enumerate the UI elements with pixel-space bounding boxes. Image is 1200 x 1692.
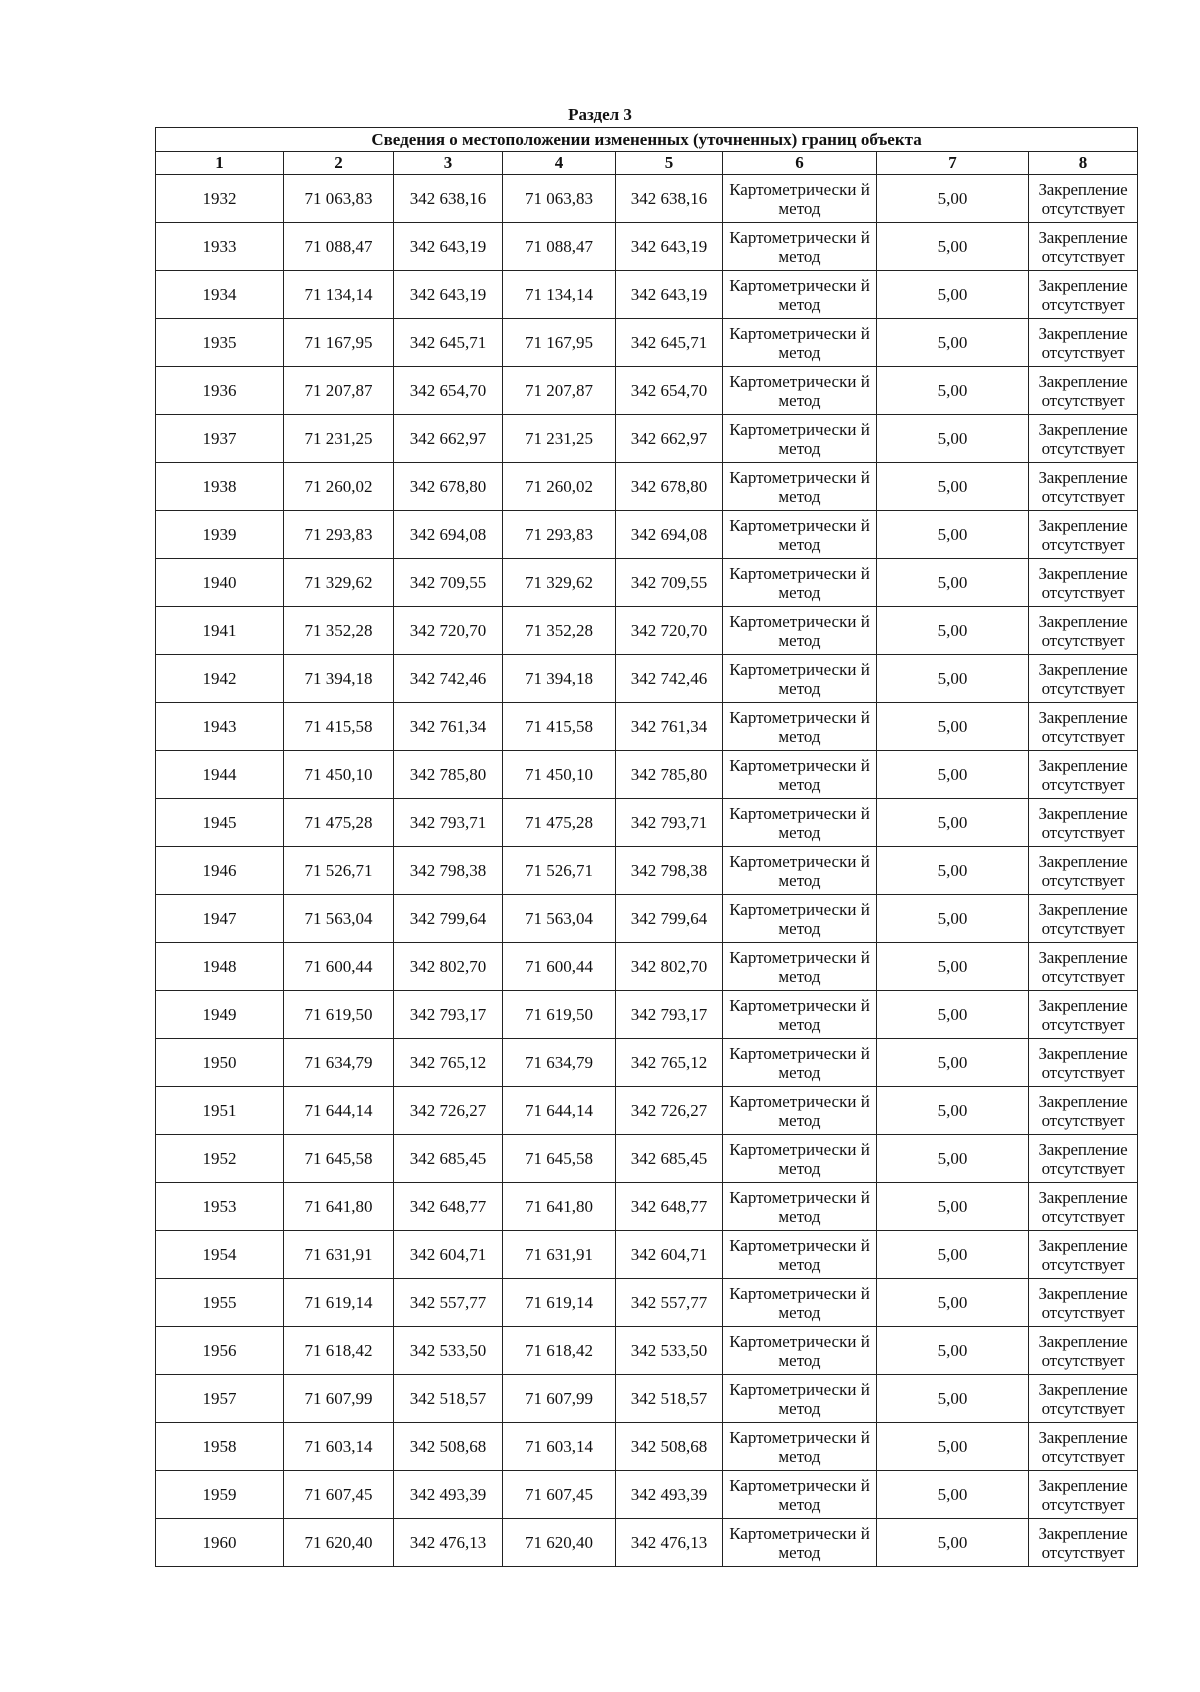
y-existing-cell: 342 799,64 <box>394 895 503 943</box>
y-existing-cell: 342 645,71 <box>394 319 503 367</box>
point-number-cell: 1941 <box>156 607 284 655</box>
y-existing-cell: 342 654,70 <box>394 367 503 415</box>
x-existing-cell: 71 563,04 <box>284 895 394 943</box>
y-existing-cell: 342 709,55 <box>394 559 503 607</box>
x-refined-cell: 71 134,14 <box>503 271 616 319</box>
table-row <box>156 895 1138 943</box>
y-refined-cell: 342 761,34 <box>616 703 723 751</box>
fixation-cell: Закрепление отсутствует <box>1029 415 1138 463</box>
accuracy-cell: 5,00 <box>877 1039 1029 1087</box>
x-existing-cell: 71 645,58 <box>284 1135 394 1183</box>
x-existing-cell: 71 641,80 <box>284 1183 394 1231</box>
x-existing-cell: 71 293,83 <box>284 511 394 559</box>
accuracy-cell: 5,00 <box>877 1327 1029 1375</box>
table-row <box>156 847 1138 895</box>
x-existing-cell: 71 619,14 <box>284 1279 394 1327</box>
point-number-cell: 1950 <box>156 1039 284 1087</box>
point-number-cell: 1947 <box>156 895 284 943</box>
fixation-cell: Закрепление отсутствует <box>1029 751 1138 799</box>
point-number-cell: 1956 <box>156 1327 284 1375</box>
point-number-cell: 1935 <box>156 319 284 367</box>
fixation-cell: Закрепление отсутствует <box>1029 895 1138 943</box>
table-row <box>156 1327 1138 1375</box>
table-row <box>156 1135 1138 1183</box>
method-cell: Картометрически й метод <box>723 1375 877 1423</box>
point-number-cell: 1954 <box>156 1231 284 1279</box>
accuracy-cell: 5,00 <box>877 415 1029 463</box>
y-existing-cell: 342 518,57 <box>394 1375 503 1423</box>
fixation-cell: Закрепление отсутствует <box>1029 655 1138 703</box>
y-refined-cell: 342 638,16 <box>616 175 723 223</box>
point-number-cell: 1940 <box>156 559 284 607</box>
column-number: 6 <box>723 152 877 175</box>
method-cell: Картометрически й метод <box>723 1279 877 1327</box>
x-existing-cell: 71 607,99 <box>284 1375 394 1423</box>
method-cell: Картометрически й метод <box>723 607 877 655</box>
y-existing-cell: 342 476,13 <box>394 1519 503 1567</box>
column-number: 2 <box>284 152 394 175</box>
x-existing-cell: 71 620,40 <box>284 1519 394 1567</box>
fixation-cell: Закрепление отсутствует <box>1029 271 1138 319</box>
x-existing-cell: 71 634,79 <box>284 1039 394 1087</box>
accuracy-cell: 5,00 <box>877 1183 1029 1231</box>
accuracy-cell: 5,00 <box>877 1087 1029 1135</box>
x-refined-cell: 71 618,42 <box>503 1327 616 1375</box>
fixation-cell: Закрепление отсутствует <box>1029 1279 1138 1327</box>
point-number-cell: 1949 <box>156 991 284 1039</box>
y-refined-cell: 342 645,71 <box>616 319 723 367</box>
accuracy-cell: 5,00 <box>877 223 1029 271</box>
method-cell: Картометрически й метод <box>723 751 877 799</box>
x-refined-cell: 71 231,25 <box>503 415 616 463</box>
y-refined-cell: 342 799,64 <box>616 895 723 943</box>
method-cell: Картометрически й метод <box>723 895 877 943</box>
fixation-cell: Закрепление отсутствует <box>1029 943 1138 991</box>
accuracy-cell: 5,00 <box>877 319 1029 367</box>
y-refined-cell: 342 533,50 <box>616 1327 723 1375</box>
x-refined-cell: 71 167,95 <box>503 319 616 367</box>
x-existing-cell: 71 260,02 <box>284 463 394 511</box>
y-existing-cell: 342 604,71 <box>394 1231 503 1279</box>
y-existing-cell: 342 765,12 <box>394 1039 503 1087</box>
table-row <box>156 367 1138 415</box>
y-refined-cell: 342 654,70 <box>616 367 723 415</box>
column-number: 5 <box>616 152 723 175</box>
fixation-cell: Закрепление отсутствует <box>1029 463 1138 511</box>
fixation-cell: Закрепление отсутствует <box>1029 559 1138 607</box>
point-number-cell: 1937 <box>156 415 284 463</box>
fixation-cell: Закрепление отсутствует <box>1029 607 1138 655</box>
table-row <box>156 415 1138 463</box>
x-refined-cell: 71 352,28 <box>503 607 616 655</box>
x-existing-cell: 71 207,87 <box>284 367 394 415</box>
fixation-cell: Закрепление отсутствует <box>1029 1231 1138 1279</box>
accuracy-cell: 5,00 <box>877 1375 1029 1423</box>
x-refined-cell: 71 603,14 <box>503 1423 616 1471</box>
fixation-cell: Закрепление отсутствует <box>1029 511 1138 559</box>
accuracy-cell: 5,00 <box>877 1135 1029 1183</box>
method-cell: Картометрически й метод <box>723 991 877 1039</box>
table-row <box>156 607 1138 655</box>
fixation-cell: Закрепление отсутствует <box>1029 175 1138 223</box>
point-number-cell: 1943 <box>156 703 284 751</box>
fixation-cell: Закрепление отсутствует <box>1029 1519 1138 1567</box>
point-number-cell: 1942 <box>156 655 284 703</box>
x-refined-cell: 71 394,18 <box>503 655 616 703</box>
table-caption: Сведения о местоположении измененных (уточненных) границ объекта <box>156 128 1138 152</box>
x-existing-cell: 71 644,14 <box>284 1087 394 1135</box>
point-number-cell: 1951 <box>156 1087 284 1135</box>
method-cell: Картометрически й метод <box>723 1183 877 1231</box>
accuracy-cell: 5,00 <box>877 751 1029 799</box>
x-refined-cell: 71 450,10 <box>503 751 616 799</box>
accuracy-cell: 5,00 <box>877 655 1029 703</box>
point-number-cell: 1939 <box>156 511 284 559</box>
x-refined-cell: 71 329,62 <box>503 559 616 607</box>
fixation-cell: Закрепление отсутствует <box>1029 991 1138 1039</box>
y-refined-cell: 342 476,13 <box>616 1519 723 1567</box>
y-refined-cell: 342 643,19 <box>616 223 723 271</box>
method-cell: Картометрически й метод <box>723 655 877 703</box>
method-cell: Картометрически й метод <box>723 559 877 607</box>
y-refined-cell: 342 798,38 <box>616 847 723 895</box>
table-row <box>156 175 1138 223</box>
x-refined-cell: 71 644,14 <box>503 1087 616 1135</box>
table-row <box>156 1039 1138 1087</box>
boundary-coordinates-table <box>155 127 1138 1567</box>
y-refined-cell: 342 726,27 <box>616 1087 723 1135</box>
table-row <box>156 1231 1138 1279</box>
y-refined-cell: 342 694,08 <box>616 511 723 559</box>
method-cell: Картометрически й метод <box>723 1471 877 1519</box>
y-refined-cell: 342 685,45 <box>616 1135 723 1183</box>
point-number-cell: 1945 <box>156 799 284 847</box>
table-row <box>156 703 1138 751</box>
table-row <box>156 511 1138 559</box>
point-number-cell: 1938 <box>156 463 284 511</box>
x-refined-cell: 71 475,28 <box>503 799 616 847</box>
x-refined-cell: 71 063,83 <box>503 175 616 223</box>
table-row <box>156 559 1138 607</box>
fixation-cell: Закрепление отсутствует <box>1029 1087 1138 1135</box>
y-existing-cell: 342 493,39 <box>394 1471 503 1519</box>
fixation-cell: Закрепление отсутствует <box>1029 1327 1138 1375</box>
y-refined-cell: 342 742,46 <box>616 655 723 703</box>
y-refined-cell: 342 662,97 <box>616 415 723 463</box>
accuracy-cell: 5,00 <box>877 991 1029 1039</box>
x-existing-cell: 71 450,10 <box>284 751 394 799</box>
fixation-cell: Закрепление отсутствует <box>1029 1375 1138 1423</box>
accuracy-cell: 5,00 <box>877 367 1029 415</box>
table-row <box>156 1183 1138 1231</box>
table-row <box>156 799 1138 847</box>
x-existing-cell: 71 231,25 <box>284 415 394 463</box>
y-existing-cell: 342 643,19 <box>394 223 503 271</box>
method-cell: Картометрически й метод <box>723 1039 877 1087</box>
accuracy-cell: 5,00 <box>877 607 1029 655</box>
column-number: 3 <box>394 152 503 175</box>
fixation-cell: Закрепление отсутствует <box>1029 367 1138 415</box>
y-existing-cell: 342 726,27 <box>394 1087 503 1135</box>
method-cell: Картометрически й метод <box>723 463 877 511</box>
column-number-row <box>156 152 1138 175</box>
x-refined-cell: 71 607,99 <box>503 1375 616 1423</box>
y-refined-cell: 342 678,80 <box>616 463 723 511</box>
x-refined-cell: 71 415,58 <box>503 703 616 751</box>
x-existing-cell: 71 618,42 <box>284 1327 394 1375</box>
x-existing-cell: 71 619,50 <box>284 991 394 1039</box>
point-number-cell: 1936 <box>156 367 284 415</box>
column-number: 7 <box>877 152 1029 175</box>
x-existing-cell: 71 600,44 <box>284 943 394 991</box>
x-existing-cell: 71 352,28 <box>284 607 394 655</box>
fixation-cell: Закрепление отсутствует <box>1029 1471 1138 1519</box>
x-existing-cell: 71 415,58 <box>284 703 394 751</box>
accuracy-cell: 5,00 <box>877 703 1029 751</box>
table-row <box>156 1519 1138 1567</box>
accuracy-cell: 5,00 <box>877 1423 1029 1471</box>
table-row <box>156 1087 1138 1135</box>
y-existing-cell: 342 557,77 <box>394 1279 503 1327</box>
fixation-cell: Закрепление отсутствует <box>1029 703 1138 751</box>
y-refined-cell: 342 793,71 <box>616 799 723 847</box>
fixation-cell: Закрепление отсутствует <box>1029 1423 1138 1471</box>
column-number: 1 <box>156 152 284 175</box>
method-cell: Картометрически й метод <box>723 703 877 751</box>
accuracy-cell: 5,00 <box>877 799 1029 847</box>
method-cell: Картометрически й метод <box>723 1087 877 1135</box>
column-number: 4 <box>503 152 616 175</box>
y-existing-cell: 342 508,68 <box>394 1423 503 1471</box>
x-refined-cell: 71 607,45 <box>503 1471 616 1519</box>
point-number-cell: 1952 <box>156 1135 284 1183</box>
y-existing-cell: 342 798,38 <box>394 847 503 895</box>
y-existing-cell: 342 793,71 <box>394 799 503 847</box>
method-cell: Картометрически й метод <box>723 1231 877 1279</box>
y-refined-cell: 342 604,71 <box>616 1231 723 1279</box>
x-existing-cell: 71 607,45 <box>284 1471 394 1519</box>
y-existing-cell: 342 694,08 <box>394 511 503 559</box>
y-refined-cell: 342 643,19 <box>616 271 723 319</box>
fixation-cell: Закрепление отсутствует <box>1029 1135 1138 1183</box>
x-refined-cell: 71 526,71 <box>503 847 616 895</box>
y-refined-cell: 342 720,70 <box>616 607 723 655</box>
y-existing-cell: 342 802,70 <box>394 943 503 991</box>
fixation-cell: Закрепление отсутствует <box>1029 799 1138 847</box>
y-refined-cell: 342 802,70 <box>616 943 723 991</box>
method-cell: Картометрически й метод <box>723 1135 877 1183</box>
x-refined-cell: 71 293,83 <box>503 511 616 559</box>
point-number-cell: 1953 <box>156 1183 284 1231</box>
point-number-cell: 1959 <box>156 1471 284 1519</box>
x-refined-cell: 71 634,79 <box>503 1039 616 1087</box>
accuracy-cell: 5,00 <box>877 895 1029 943</box>
method-cell: Картометрически й метод <box>723 799 877 847</box>
x-refined-cell: 71 631,91 <box>503 1231 616 1279</box>
table-row <box>156 655 1138 703</box>
accuracy-cell: 5,00 <box>877 271 1029 319</box>
accuracy-cell: 5,00 <box>877 175 1029 223</box>
y-existing-cell: 342 761,34 <box>394 703 503 751</box>
table-body <box>156 175 1138 1567</box>
y-refined-cell: 342 709,55 <box>616 559 723 607</box>
table-row <box>156 223 1138 271</box>
method-cell: Картометрически й метод <box>723 943 877 991</box>
y-existing-cell: 342 785,80 <box>394 751 503 799</box>
method-cell: Картометрически й метод <box>723 1519 877 1567</box>
method-cell: Картометрически й метод <box>723 175 877 223</box>
fixation-cell: Закрепление отсутствует <box>1029 1039 1138 1087</box>
y-refined-cell: 342 785,80 <box>616 751 723 799</box>
x-existing-cell: 71 329,62 <box>284 559 394 607</box>
accuracy-cell: 5,00 <box>877 463 1029 511</box>
fixation-cell: Закрепление отсутствует <box>1029 319 1138 367</box>
x-existing-cell: 71 167,95 <box>284 319 394 367</box>
y-refined-cell: 342 508,68 <box>616 1423 723 1471</box>
point-number-cell: 1948 <box>156 943 284 991</box>
y-existing-cell: 342 742,46 <box>394 655 503 703</box>
method-cell: Картометрически й метод <box>723 1423 877 1471</box>
x-existing-cell: 71 088,47 <box>284 223 394 271</box>
x-refined-cell: 71 645,58 <box>503 1135 616 1183</box>
table-row <box>156 1375 1138 1423</box>
accuracy-cell: 5,00 <box>877 847 1029 895</box>
method-cell: Картометрически й метод <box>723 1327 877 1375</box>
y-refined-cell: 342 648,77 <box>616 1183 723 1231</box>
y-existing-cell: 342 685,45 <box>394 1135 503 1183</box>
column-number: 8 <box>1029 152 1138 175</box>
x-existing-cell: 71 475,28 <box>284 799 394 847</box>
method-cell: Картометрически й метод <box>723 223 877 271</box>
method-cell: Картометрически й метод <box>723 511 877 559</box>
point-number-cell: 1933 <box>156 223 284 271</box>
y-refined-cell: 342 765,12 <box>616 1039 723 1087</box>
x-existing-cell: 71 394,18 <box>284 655 394 703</box>
accuracy-cell: 5,00 <box>877 943 1029 991</box>
x-existing-cell: 71 063,83 <box>284 175 394 223</box>
accuracy-cell: 5,00 <box>877 1279 1029 1327</box>
table-row <box>156 319 1138 367</box>
point-number-cell: 1932 <box>156 175 284 223</box>
x-refined-cell: 71 619,50 <box>503 991 616 1039</box>
y-existing-cell: 342 533,50 <box>394 1327 503 1375</box>
point-number-cell: 1934 <box>156 271 284 319</box>
y-existing-cell: 342 793,17 <box>394 991 503 1039</box>
y-existing-cell: 342 638,16 <box>394 175 503 223</box>
fixation-cell: Закрепление отсутствует <box>1029 1183 1138 1231</box>
table-row <box>156 1279 1138 1327</box>
table-row <box>156 751 1138 799</box>
accuracy-cell: 5,00 <box>877 511 1029 559</box>
point-number-cell: 1944 <box>156 751 284 799</box>
y-existing-cell: 342 648,77 <box>394 1183 503 1231</box>
y-existing-cell: 342 662,97 <box>394 415 503 463</box>
table-row <box>156 463 1138 511</box>
fixation-cell: Закрепление отсутствует <box>1029 847 1138 895</box>
table-row <box>156 1423 1138 1471</box>
y-refined-cell: 342 518,57 <box>616 1375 723 1423</box>
y-existing-cell: 342 678,80 <box>394 463 503 511</box>
x-refined-cell: 71 620,40 <box>503 1519 616 1567</box>
accuracy-cell: 5,00 <box>877 1519 1029 1567</box>
point-number-cell: 1957 <box>156 1375 284 1423</box>
table-row <box>156 943 1138 991</box>
x-existing-cell: 71 603,14 <box>284 1423 394 1471</box>
x-existing-cell: 71 134,14 <box>284 271 394 319</box>
accuracy-cell: 5,00 <box>877 1471 1029 1519</box>
table-row <box>156 271 1138 319</box>
y-existing-cell: 342 720,70 <box>394 607 503 655</box>
section-title: Раздел 3 <box>568 105 632 124</box>
fixation-cell: Закрепление отсутствует <box>1029 223 1138 271</box>
y-refined-cell: 342 793,17 <box>616 991 723 1039</box>
method-cell: Картометрически й метод <box>723 847 877 895</box>
accuracy-cell: 5,00 <box>877 1231 1029 1279</box>
point-number-cell: 1946 <box>156 847 284 895</box>
point-number-cell: 1960 <box>156 1519 284 1567</box>
x-refined-cell: 71 600,44 <box>503 943 616 991</box>
y-refined-cell: 342 557,77 <box>616 1279 723 1327</box>
method-cell: Картометрически й метод <box>723 271 877 319</box>
x-refined-cell: 71 088,47 <box>503 223 616 271</box>
y-refined-cell: 342 493,39 <box>616 1471 723 1519</box>
point-number-cell: 1958 <box>156 1423 284 1471</box>
x-refined-cell: 71 641,80 <box>503 1183 616 1231</box>
x-refined-cell: 71 619,14 <box>503 1279 616 1327</box>
x-existing-cell: 71 631,91 <box>284 1231 394 1279</box>
method-cell: Картометрически й метод <box>723 415 877 463</box>
table-row <box>156 991 1138 1039</box>
x-existing-cell: 71 526,71 <box>284 847 394 895</box>
y-existing-cell: 342 643,19 <box>394 271 503 319</box>
point-number-cell: 1955 <box>156 1279 284 1327</box>
x-refined-cell: 71 260,02 <box>503 463 616 511</box>
method-cell: Картометрически й метод <box>723 319 877 367</box>
table-row <box>156 1471 1138 1519</box>
method-cell: Картометрически й метод <box>723 367 877 415</box>
accuracy-cell: 5,00 <box>877 559 1029 607</box>
x-refined-cell: 71 207,87 <box>503 367 616 415</box>
x-refined-cell: 71 563,04 <box>503 895 616 943</box>
